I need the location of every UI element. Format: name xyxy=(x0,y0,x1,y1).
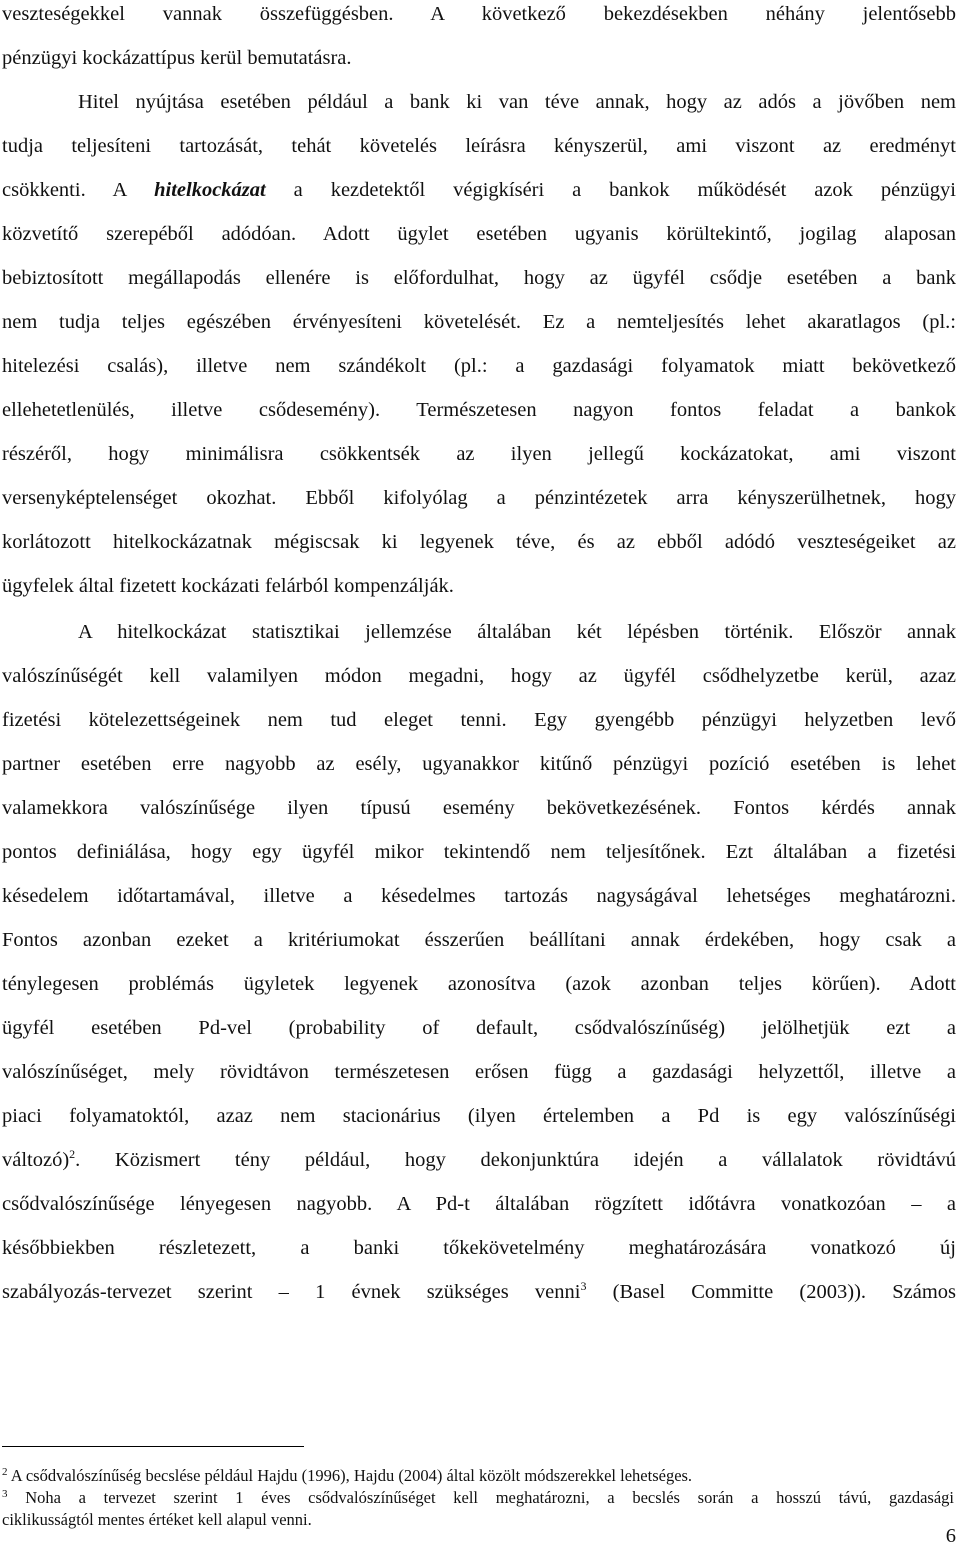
body-line xyxy=(2,1280,956,1304)
body-line: bebiztosított megállapodás ellenére is előfordulhat, hogy az ügyfél csődje esetében a bank xyxy=(2,267,956,289)
body-line: tudja teljesíteni tartozását, tehát követelés leírásra kényszerül, ami viszont az eredményt xyxy=(2,135,956,157)
body-line: későbbiekben részletezett, a banki tőkekövetelmény meghatározására vonatkozó új xyxy=(2,1237,956,1259)
body-line xyxy=(2,1148,956,1172)
body-line: A hitelkockázat statisztikai jellemzése általában két lépésben történik. Először annak xyxy=(78,621,956,643)
body-line xyxy=(2,178,956,202)
body-line: valószínűségét kell valamilyen módon megadni, hogy az ügyfél csődhelyzetbe kerül, azaz xyxy=(2,665,956,687)
body-line: partner esetében erre nagyobb az esély, ugyanakkor kitűnő pénzügyi pozíció esetében is lehet xyxy=(2,753,956,775)
footnote-reference[interactable]: 3 xyxy=(580,1279,587,1293)
body-line: csődvalószínűsége lényegesen nagyobb. A Pd-t általában rögzített időtávra vonatkozóan – a xyxy=(2,1193,956,1215)
footnote-line xyxy=(2,1488,954,1508)
body-line: valamekkora valószínűsége ilyen típusú esemény bekövetkezésének. Fontos kérdés annak xyxy=(2,797,956,819)
body-line: nem tudja teljes egészében érvényesíteni követelését. Ez a nemteljesítés lehet akaratlagos (pl.: xyxy=(2,311,956,333)
footnote-reference[interactable]: 2 xyxy=(69,1147,76,1161)
body-line: hitelezési csalás), illetve nem szándékolt (pl.: a gazdasági folyamatok miatt bekövetkező xyxy=(2,355,956,377)
line-text: . Közismert tény például, hogy dekonjunktúra idején a vállalatok rövidtávú xyxy=(75,1149,956,1171)
body-line: fizetési kötelezettségeinek nem tud eleget tenni. Egy gyengébb pénzügyi helyzetben levő xyxy=(2,709,956,731)
line-text: (Basel Committe (2003)). Számos xyxy=(586,1281,957,1303)
footnote-text: A csődvalószínűség becslése például Hajdu (1996), Hajdu (2004) által közölt módszerekkel lehetséges. xyxy=(10,1466,693,1485)
footnote-text: ciklikusságtól mentes értéket kell alapul venni. xyxy=(2,1510,312,1529)
body-line: ügyfél esetében Pd-vel (probability of default, csődvalószínűség) jelölhetjük ezt a xyxy=(2,1017,956,1039)
body-line: Hitel nyújtása esetében például a bank ki van téve annak, hogy az adós a jövőben nem xyxy=(78,91,956,113)
body-line: pontos definiálása, hogy egy ügyfél mikor tekintendő nem teljesítőnek. Ezt általában a fizetési xyxy=(2,841,956,863)
body-line: pénzügyi kockázattípus kerül bemutatásra. xyxy=(2,47,352,69)
footnote-line xyxy=(2,1466,954,1486)
key-term: hitelkockázat xyxy=(154,179,266,201)
line-text: a kezdetektől végigkíséri a bankok működését azok pénzügyi xyxy=(265,179,956,201)
line-text: csökkenti. A xyxy=(2,179,155,201)
body-line: versenyképtelenséget okozhat. Ebből kifolyólag a pénzintézetek arra kényszerülhetnek, hogy xyxy=(2,487,956,509)
body-line: korlátozott hitelkockázatnak mégiscsak ki legyenek téve, és az ebből adódó veszteségeiket az xyxy=(2,531,956,553)
body-line: Fontos azonban ezeket a kritériumokat ésszerűen beállítani annak érdekében, hogy csak a xyxy=(2,929,956,951)
footnote-separator xyxy=(2,1446,304,1447)
footnote-number: 2 xyxy=(2,1466,8,1478)
footnote-text: Noha a tervezet szerint 1 éves csődvalószínűséget kell meghatározni, a becslés során a hosszú távú, gazdasági xyxy=(25,1488,954,1507)
line-text: változó) xyxy=(2,1149,70,1171)
body-line: részéről, hogy minimálisra csökkentsék az ilyen jellegű kockázatokat, ami viszont xyxy=(2,443,956,465)
body-line: késedelem időtartamával, illetve a késedelmes tartozás nagyságával lehetséges meghatározni. xyxy=(2,885,956,907)
footnote-line xyxy=(2,1510,954,1530)
body-line: ténylegesen problémás ügyletek legyenek azonosítva (azok azonban teljes körűen). Adott xyxy=(2,973,956,995)
body-line: piaci folyamatoktól, azaz nem stacionárius (ilyen értelemben a Pd is egy valószínűségi xyxy=(2,1105,956,1127)
footnote-number: 3 xyxy=(2,1488,8,1500)
line-text: szabályozás-tervezet szerint – 1 évnek szükséges venni xyxy=(2,1281,581,1303)
body-line: közvetítő szerepéből adódóan. Adott ügylet esetében ugyanis körültekintő, jogilag alaposan xyxy=(2,223,956,245)
body-line: veszteségekkel vannak összefüggésben. A következő bekezdésekben néhány jelentősebb xyxy=(2,3,956,25)
body-line: ügyfelek által fizetett kockázati felárból kompenzálják. xyxy=(2,575,454,597)
body-line: ellehetetlenülés, illetve csődesemény). Természetesen nagyon fontos feladat a bankok xyxy=(2,399,956,421)
page-number: 6 xyxy=(945,1525,956,1547)
body-line: valószínűséget, mely rövidtávon természetesen erősen függ a gazdasági helyzettől, illetve a xyxy=(2,1061,956,1083)
